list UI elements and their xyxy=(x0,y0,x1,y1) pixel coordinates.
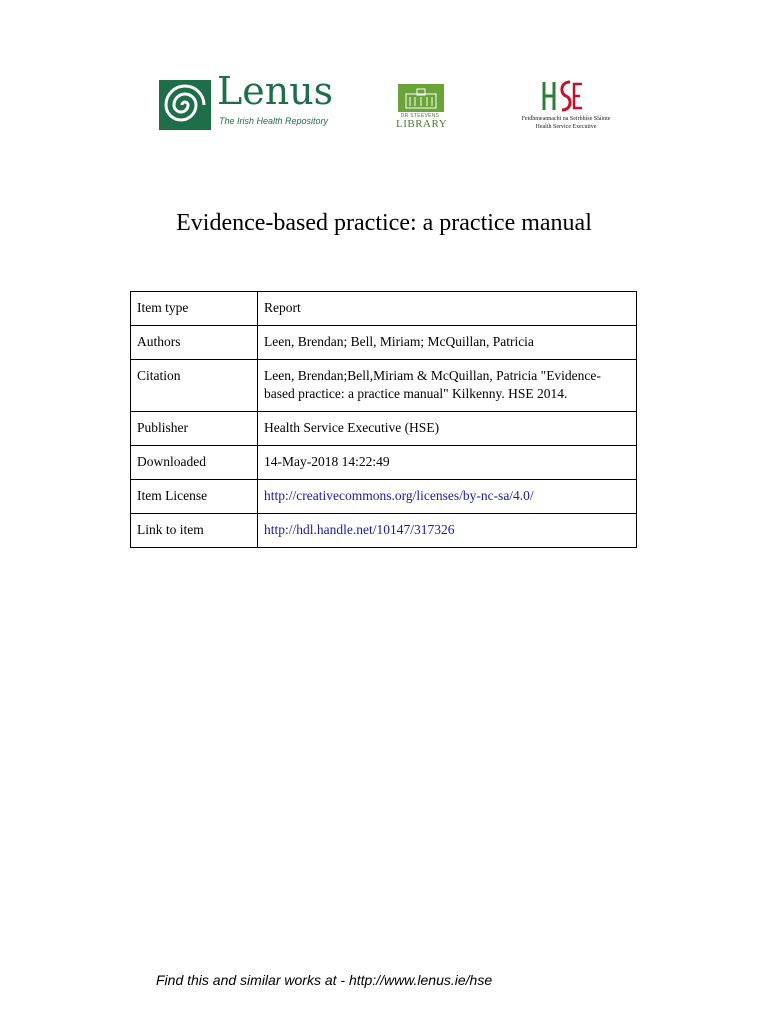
row-label-link-to-item: Link to item xyxy=(131,514,258,548)
hse-english-name: Health Service Executive xyxy=(535,124,597,130)
table-row xyxy=(131,480,637,514)
table-row xyxy=(131,412,637,446)
hse-mark-icon xyxy=(540,80,584,112)
lenus-wordmark: Lenus xyxy=(217,69,334,113)
table-row xyxy=(131,514,637,548)
row-value-authors: Leen, Brendan; Bell, Miriam; McQuillan, Patricia xyxy=(258,326,637,360)
table-row xyxy=(131,326,637,360)
row-value-publisher: Health Service Executive (HSE) xyxy=(258,412,637,446)
row-value-item-type: Report xyxy=(258,292,637,326)
lenus-logo xyxy=(159,69,339,132)
row-value-downloaded: 14-May-2018 14:22:49 xyxy=(258,446,637,480)
row-label-publisher: Publisher xyxy=(131,412,258,446)
lenus-spiral-icon xyxy=(159,80,211,130)
logo-bar xyxy=(0,69,768,136)
hse-irish-name: Feidhmeannacht na Seirbhíse Sláinte xyxy=(521,116,611,122)
document-title: Evidence-based practice: a practice manual xyxy=(176,210,592,236)
table-row xyxy=(131,360,637,412)
lenus-tagline: The Irish Health Repository xyxy=(219,116,329,126)
license-link[interactable]: http://creativecommons.org/licenses/by-nc-sa/4.0/ xyxy=(264,488,534,503)
row-label-downloaded: Downloaded xyxy=(131,446,258,480)
item-link[interactable]: http://hdl.handle.net/10147/317326 xyxy=(264,522,455,537)
footer-note: Find this and similar works at - http://www.lenus.ie/hse xyxy=(156,972,493,988)
row-label-item-type: Item type xyxy=(131,292,258,326)
library-logo xyxy=(396,80,448,134)
table-row xyxy=(131,292,637,326)
row-label-authors: Authors xyxy=(131,326,258,360)
row-label-item-license: Item License xyxy=(131,480,258,514)
library-name-line1: DR STEEVENS xyxy=(400,113,440,119)
row-label-citation: Citation xyxy=(131,360,258,412)
library-building-icon xyxy=(398,84,444,112)
row-value-item-license xyxy=(258,480,637,514)
row-value-link-to-item xyxy=(258,514,637,548)
library-name-line2: LIBRARY xyxy=(396,118,448,130)
hse-logo xyxy=(518,80,618,136)
metadata-table xyxy=(130,291,637,548)
table-row xyxy=(131,446,637,480)
row-value-citation: Leen, Brendan;Bell,Miriam & McQuillan, Patricia "Evidence-based practice: a practice manual" Kilkenny. HSE 2014. xyxy=(258,360,637,412)
